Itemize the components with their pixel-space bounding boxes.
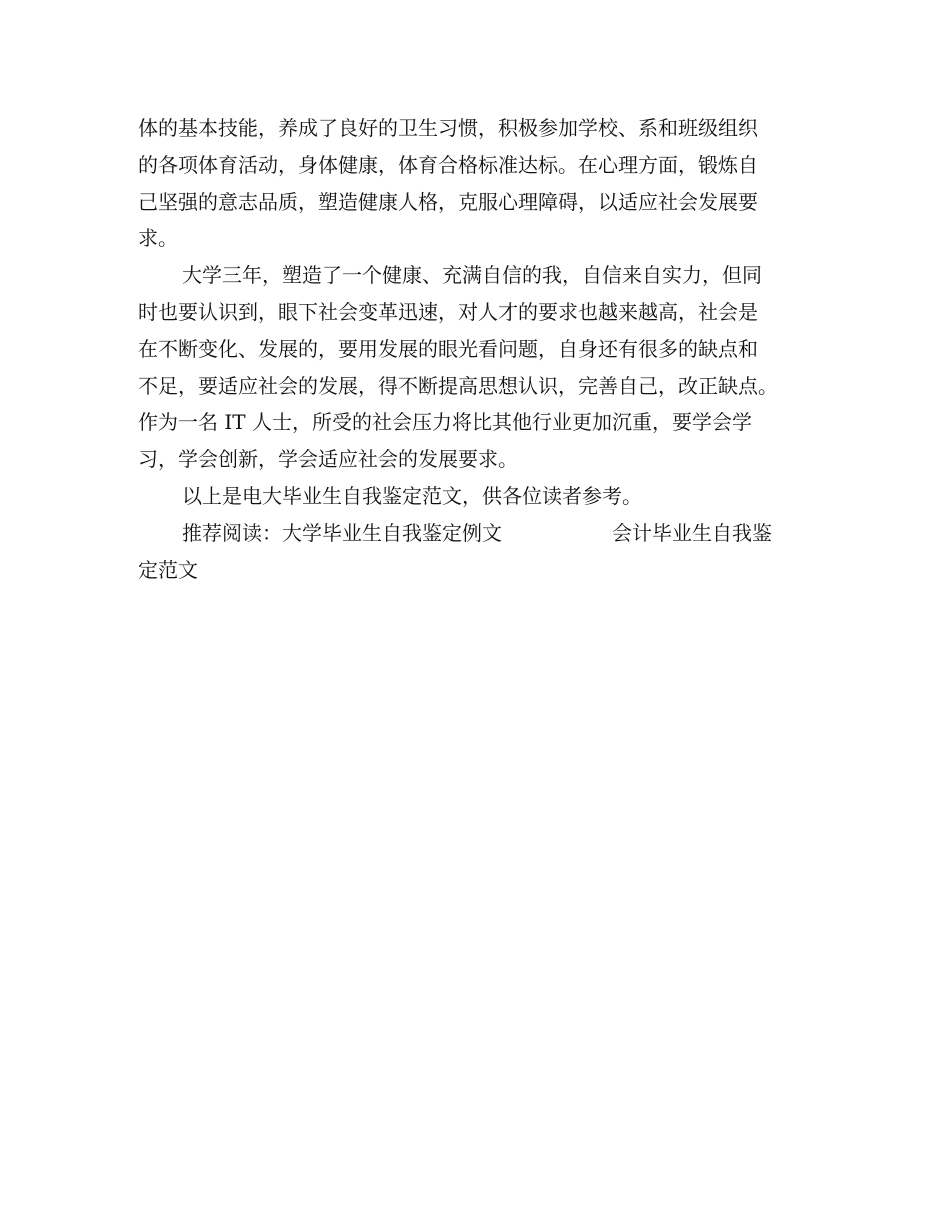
- document-body: [138, 110, 818, 588]
- paragraph-line: 时也要认识到，眼下社会变革迅速，对人才的要求也越来越高，社会是: [138, 299, 758, 324]
- paragraph-line: 体的基本技能，养成了良好的卫生习惯，积极参加学校、系和班级组织: [138, 116, 758, 140]
- paragraph-line: 求。: [138, 226, 178, 251]
- recommended-line: [138, 515, 818, 552]
- paragraph-line: 作为一名 IT 人士，所受的社会压力将比其他行业更加沉重，要学会学: [138, 410, 752, 435]
- paragraph-summary: [138, 257, 818, 478]
- recommended-label: 推荐阅读：: [182, 520, 282, 545]
- closing-text: 以上是电大毕业生自我鉴定范文，供各位读者参考。: [182, 483, 642, 508]
- paragraph-line: 的各项体育活动，身体健康，体育合格标准达标。在心理方面，锻炼自: [138, 152, 758, 177]
- recommended-link-graduate-appraisal[interactable]: 大学毕业生自我鉴定例文: [282, 520, 502, 545]
- paragraph-line: 己坚强的意志品质，塑造健康人格，克服心理障碍，以适应社会发展要: [138, 189, 758, 214]
- recommended-line-continued: [138, 552, 818, 589]
- paragraph-line: 在不断变化、发展的，要用发展的眼光看问题，自身还有很多的缺点和: [138, 336, 758, 361]
- paragraph-line: 不足，要适应社会的发展，得不断提高思想认识，完善自己，改正缺点。: [138, 373, 778, 398]
- paragraph-line: 习，学会创新，学会适应社会的发展要求。: [138, 447, 518, 472]
- recommended-reading: [138, 515, 818, 589]
- paragraph-line: 大学三年，塑造了一个健康、充满自信的我，自信来自实力，但同: [182, 263, 762, 288]
- paragraph-closing: [138, 478, 818, 515]
- recommended-link-accounting-appraisal[interactable]: 会计毕业生自我鉴: [612, 520, 772, 545]
- recommended-link-accounting-appraisal-continued[interactable]: 定范文: [138, 557, 198, 582]
- paragraph-health: [138, 110, 818, 257]
